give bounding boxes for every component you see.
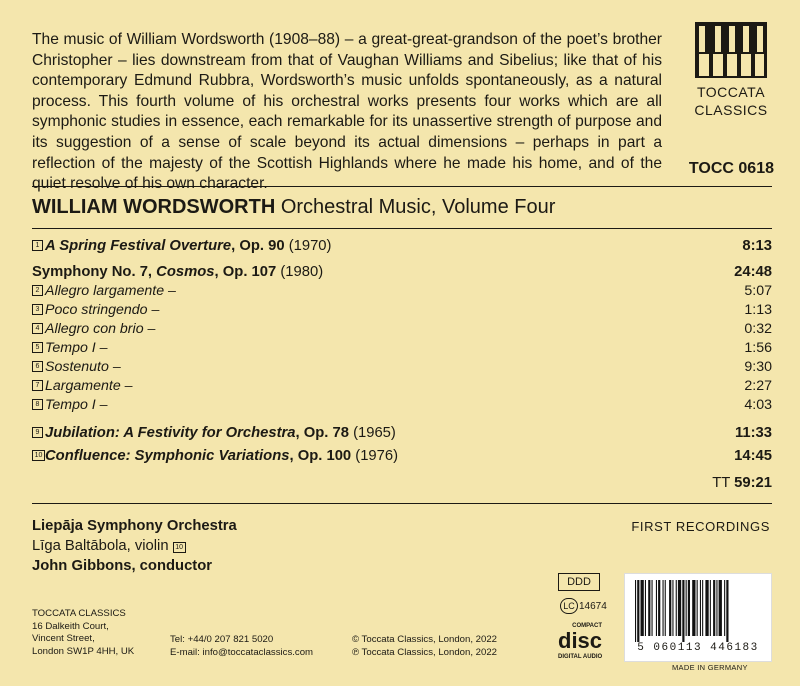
- track-duration: 4:03: [744, 397, 772, 413]
- performers: [32, 516, 237, 576]
- toccata-classics-logo: [683, 20, 779, 124]
- track-title: Jubilation: A Festivity for Orchestra, Op. 78 (1965): [45, 425, 396, 441]
- barcode-bar: [697, 580, 698, 636]
- orchestra-name: Liepāja Symphony Orchestra: [32, 518, 237, 534]
- track-title: Confluence: Symphonic Variations, Op. 100 (1976): [45, 448, 399, 464]
- track-title: Tempo I –: [45, 397, 108, 413]
- publisher-address: TOCCATA CLASSICS 16 Dalkeith Court, Vincent Street, London SW1P 4HH, UK: [32, 608, 135, 657]
- track-duration: 5:07: [744, 283, 772, 299]
- barcode-bar: [637, 580, 639, 642]
- track-row: [32, 357, 772, 377]
- track-title: Sostenuto –: [45, 359, 121, 375]
- track-number: 2: [32, 285, 43, 296]
- cd-digital-audio-text: DIGITAL AUDIO: [558, 654, 603, 660]
- track-number: 8: [32, 399, 43, 410]
- track-title: Largamente –: [45, 378, 133, 394]
- intro-text: The music of William Wordsworth (1908–88) – a great-great-grandson of the poet’s brother Christopher – lies downstream from that of Vaughan Williams and Sibelius; like that of his contemporary Edmund Rubbra, Wordsworth’s music unfolds spontaneously, as a natural process. This fourth volume of his orchestral works presents four works which are all symphonic studies in essence, each remarkable for its unassertive strength of purpose and its suggestion of a sense of scale beyond its actual dimensions – perhaps in part a reflection of the majesty of the Scottish Highlands where he made his home, and of the quiet resolve of his own character.: [32, 31, 662, 193]
- barcode-bar: [676, 580, 677, 636]
- barcode-number: 5 060113 446183: [637, 642, 759, 654]
- barcode-bars-icon: [633, 580, 763, 642]
- piano-keys-icon: [691, 20, 771, 80]
- barcode-bar: [641, 580, 644, 636]
- barcode-bar: [726, 580, 728, 642]
- track-duration: 9:30: [744, 359, 772, 375]
- barcode-bar: [652, 580, 653, 636]
- logo-line-1: TOCCATA: [696, 84, 766, 100]
- copyright-c: © Toccata Classics, London, 2022: [352, 634, 498, 645]
- email: E-mail: info@toccataclassics.com: [170, 646, 314, 658]
- composer-name: WILLIAM WORDSWORTH: [32, 196, 276, 218]
- barcode-bar: [665, 580, 666, 636]
- conductor-name: John Gibbons, conductor: [32, 558, 213, 574]
- track-row: [32, 281, 772, 301]
- divider-bottom: [32, 503, 772, 504]
- work-title: Symphony No. 7, Cosmos, Op. 107 (1980): [32, 264, 324, 280]
- track-row: [32, 236, 772, 256]
- track-number: 1: [32, 240, 43, 251]
- barcode-bar: [716, 580, 717, 636]
- cd-compact-text: COMPACT: [572, 623, 602, 629]
- barcode-bar: [635, 580, 636, 642]
- telephone: Tel: +44/0 207 821 5020: [170, 634, 274, 645]
- track-number: 6: [32, 361, 43, 372]
- track-duration: 14:45: [734, 448, 772, 464]
- track-row: [32, 446, 772, 466]
- total-time: TT 59:21: [712, 475, 772, 491]
- track-duration: 11:33: [734, 425, 772, 441]
- barcode-bar: [705, 580, 708, 636]
- track-title: Allegro con brio –: [45, 321, 156, 337]
- cd-disc-text: disc: [558, 628, 603, 653]
- track-number: 4: [32, 323, 43, 334]
- barcode-bar: [702, 580, 703, 636]
- track-number: 7: [32, 380, 43, 391]
- contact-info: [170, 634, 313, 659]
- track-duration: 8:13: [742, 238, 772, 254]
- barcode-bar: [669, 580, 671, 636]
- work-duration: 24:48: [734, 264, 772, 280]
- track-duration: 2:27: [744, 378, 772, 394]
- track-title: A Spring Festival Overture, Op. 90 (1970): [45, 238, 332, 254]
- track-number: 3: [32, 304, 43, 315]
- barcode-bar: [686, 580, 687, 636]
- copyright-info: [352, 634, 497, 659]
- barcode-bar: [663, 580, 664, 636]
- track-number: 9: [32, 427, 43, 438]
- barcode-bar: [645, 580, 646, 636]
- first-recordings-label: FIRST RECORDINGS: [631, 519, 770, 534]
- track-number: 10: [32, 450, 45, 461]
- barcode-bar: [658, 580, 660, 636]
- track-row: [32, 319, 772, 339]
- barcode-bar: [719, 580, 722, 636]
- track-row: [32, 423, 772, 443]
- track-title: Allegro largamente –: [45, 283, 176, 299]
- copyright-p: ℗ Toccata Classics, London, 2022: [352, 646, 498, 658]
- soloist-track-number: 10: [173, 542, 186, 553]
- divider-top: [32, 186, 772, 187]
- track-duration: 0:32: [744, 321, 772, 337]
- work-heading-row: [32, 262, 772, 282]
- lc-icon: LC: [560, 598, 578, 614]
- track-duration: 1:13: [744, 302, 772, 318]
- track-row: [32, 376, 772, 396]
- barcode-bar: [724, 580, 725, 636]
- track-row: [32, 395, 772, 415]
- track-title: Poco stringendo –: [45, 302, 160, 318]
- divider-title: [32, 228, 772, 229]
- barcode-bar: [672, 580, 673, 636]
- ddd-badge: DDD: [558, 573, 600, 591]
- track-row: [32, 300, 772, 320]
- logo-line-2: CLASSICS: [694, 102, 768, 118]
- track-title: Tempo I –: [45, 340, 108, 356]
- barcode-bar: [678, 580, 681, 636]
- barcode-bar: [656, 580, 657, 636]
- barcode-bar: [713, 580, 715, 636]
- catalog-number: TOCC 0618: [688, 160, 774, 177]
- barcode-bar: [692, 580, 695, 636]
- barcode-bar: [700, 580, 701, 636]
- track-number: 5: [32, 342, 43, 353]
- barcode-bar: [710, 580, 711, 636]
- track-row: [32, 338, 772, 358]
- compact-disc-logo-icon: [556, 620, 606, 660]
- track-duration: 1:56: [744, 340, 772, 356]
- label-code: LC 14674: [560, 598, 607, 614]
- soloist-line: Līga Baltābola, violin 10: [32, 536, 237, 556]
- barcode-bar: [688, 580, 690, 636]
- barcode-bar: [682, 580, 684, 642]
- made-in-label: MADE IN GERMANY: [672, 663, 748, 672]
- title-rest: Orchestral Music, Volume Four: [275, 196, 556, 218]
- barcode: [624, 573, 772, 662]
- album-title: [32, 196, 555, 219]
- barcode-bar: [648, 580, 650, 636]
